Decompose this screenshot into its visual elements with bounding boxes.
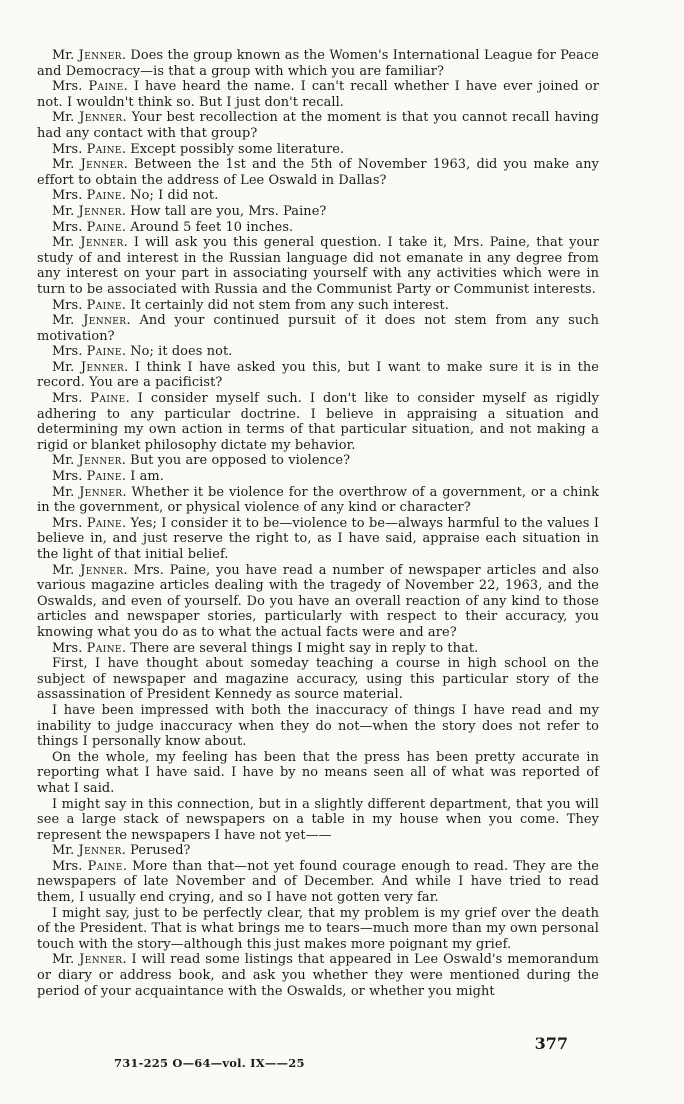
testimony-segment: . Around 5 feet 10 inches. [121, 219, 294, 235]
testimony-paragraph [37, 188, 599, 204]
testimony-paragraph [37, 235, 599, 297]
testimony-paragraph [37, 703, 599, 750]
speaker-name: Paine [86, 219, 122, 235]
testimony-segment: . Whether it be violence for the overthrow of a government, or a chink in the government, or physical violence of any kind or character? [37, 484, 599, 516]
speaker-name: Jenner [80, 157, 124, 173]
testimony-segment: I might say, just to be perfectly clear, that my problem is my grief over the death of the President. That is what brings me to tears—much more than my own personal touch with the story—although this just makes more poignant my grief. [37, 905, 599, 952]
speaker-name: Jenner [79, 484, 123, 500]
testimony-segment: . I will read some listings that appeared in Lee Oswald's memorandum or diary or address book, and ask you whether they were mentioned during the period of your acquaintance with the Oswalds, or whether you might [37, 952, 599, 999]
testimony-segment: Mr. [52, 48, 79, 63]
testimony-segment: I might say in this connection, but in a slightly different department, that you will see a large stack of newspapers on a table in my house when you come. They represent the newspapers I have not yet—— [37, 796, 599, 843]
testimony-paragraph [37, 157, 599, 188]
testimony-segment: Mr. [52, 484, 80, 500]
testimony-paragraph [37, 485, 599, 516]
testimony-segment: . I consider myself such. I don't like to consider myself as rigidly adhering to any particular doctrine. I believe in appraising a situation and determining my own action in terms of that particular situation, and not making a rigid or blanket philosophy dictate my behavior. [37, 391, 600, 453]
testimony-paragraph [37, 516, 599, 563]
testimony-text [37, 48, 599, 999]
testimony-segment: . More than that—not yet found courage enough to read. They are the newspapers of late November and of December. And while I have tried to read them, I usually end crying, and so I have not gotten very far. [37, 858, 600, 906]
testimony-segment: Mrs. [52, 344, 87, 360]
speaker-name: Paine [88, 79, 124, 95]
speaker-name: Paine [86, 344, 122, 360]
speaker-name: Jenner [80, 235, 124, 251]
testimony-segment: . Your best recollection at the moment is that you cannot recall having had any contact with that group? [37, 110, 600, 141]
testimony-paragraph [37, 453, 599, 469]
testimony-segment: Mr. [52, 110, 80, 126]
speaker-name: Jenner [78, 48, 122, 63]
testimony-segment: Mrs. [52, 469, 87, 485]
testimony-segment: . Except possibly some literature. [121, 141, 345, 157]
testimony-paragraph [37, 360, 599, 391]
testimony-segment: Mr. [52, 453, 79, 469]
speaker-name: Paine [86, 515, 122, 531]
speaker-name: Paine [87, 858, 123, 874]
testimony-paragraph [37, 750, 599, 797]
testimony-paragraph [37, 344, 599, 360]
testimony-paragraph [37, 391, 599, 453]
speaker-name: Paine [86, 141, 122, 157]
testimony-segment: Mrs. [52, 141, 87, 157]
speaker-name: Paine [86, 297, 122, 313]
testimony-paragraph [37, 843, 599, 859]
testimony-segment: Mrs. [52, 188, 87, 204]
testimony-paragraph [37, 952, 599, 999]
testimony-segment: . Between the 1st and the 5th of November 1963, did you make any effort to obtain the address of Lee Oswald in Dallas? [37, 157, 599, 188]
testimony-paragraph [37, 469, 599, 485]
testimony-paragraph [37, 641, 599, 657]
speaker-name: Paine [86, 469, 122, 485]
testimony-segment: . It certainly did not stem from any such interest. [121, 297, 449, 313]
testimony-segment: . Yes; I consider it to be—violence to be—always harmful to the values I believe in, and just reserve the right to, as I have said, appraise each situation in the light of that initial belief. [37, 515, 600, 562]
testimony-segment: Mrs. [52, 219, 87, 235]
speaker-name: Paine [90, 391, 126, 407]
speaker-name: Paine [86, 188, 122, 204]
testimony-segment: On the whole, my feeling has been that the press has been pretty accurate in reporting what I have said. I have by no means seen all of what was reported of what I said. [37, 749, 599, 796]
testimony-segment: . No; I did not. [121, 188, 219, 204]
testimony-segment: . How tall are you, Mrs. Paine? [121, 203, 327, 219]
testimony-segment: Mrs. [52, 79, 89, 95]
testimony-segment: . I have heard the name. I can't recall whether I have ever joined or not. I wouldn't think so. But I just don't recall. [37, 79, 600, 110]
testimony-paragraph [37, 142, 599, 158]
testimony-segment: Mr. [52, 157, 81, 173]
speaker-name: Jenner [79, 952, 123, 968]
testimony-segment: . There are several things I might say in reply to that. [121, 640, 479, 656]
testimony-segment: . Perused? [121, 843, 191, 859]
testimony-segment: . I think I have asked you this, but I want to make sure it is in the record. You are a pacificist? [37, 359, 599, 391]
speaker-name: Jenner [80, 562, 124, 578]
testimony-paragraph [37, 110, 599, 141]
testimony-segment: . Does the group known as the Women's International League for Peace and Democracy—is that a group with which you are familiar? [37, 48, 599, 79]
testimony-segment: . And your continued pursuit of it does not stem from any such motivation? [37, 313, 599, 344]
speaker-name: Jenner [80, 359, 125, 375]
testimony-segment: Mrs. [52, 515, 87, 531]
testimony-segment: Mrs. [52, 858, 88, 874]
testimony-segment: Mrs. [52, 640, 87, 656]
testimony-segment: . But you are opposed to violence? [121, 453, 351, 469]
testimony-paragraph [37, 48, 599, 79]
testimony-paragraph [37, 906, 599, 953]
print-run-code: 731-225 O—64—vol. IX——25 [114, 1056, 305, 1070]
testimony-segment: Mrs. [52, 297, 87, 313]
testimony-paragraph [37, 313, 599, 344]
testimony-segment: I have been impressed with both the inaccuracy of things I have read and my inability to judge inaccuracy when they do not—when the story does not refer to things I personally know about. [37, 702, 599, 750]
speaker-name: Jenner [78, 453, 122, 469]
testimony-paragraph [37, 859, 599, 906]
speaker-name: Jenner [78, 203, 122, 219]
testimony-segment: Mr. [52, 843, 79, 859]
testimony-paragraph [37, 79, 599, 110]
testimony-segment: Mrs. [52, 391, 91, 407]
speaker-name: Paine [86, 640, 122, 656]
testimony-paragraph [37, 797, 599, 844]
page-number: 377 [534, 1034, 568, 1053]
speaker-name: Jenner [79, 110, 123, 126]
testimony-segment: Mr. [52, 235, 81, 251]
testimony-segment: Mr. [52, 313, 84, 329]
speaker-name: Jenner [83, 313, 127, 329]
testimony-paragraph [37, 204, 599, 220]
testimony-segment: First, I have thought about someday teaching a course in high school on the subject of newspaper and magazine accuracy, using this particular story of the assassination of President Kennedy as source material. [37, 656, 599, 703]
testimony-segment: Mr. [52, 562, 81, 578]
speaker-name: Jenner [78, 843, 122, 859]
testimony-segment: Mr. [52, 952, 80, 968]
testimony-paragraph [37, 220, 599, 236]
testimony-segment: . I am. [121, 469, 164, 485]
testimony-segment: . I will ask you this general question. I take it, Mrs. Paine, that your study of and interest in the Russian language did not emanate in any degree from any interest on your part in associating yourself with any activities which were in turn to be associated with Russia and the Communist Party or Communist interests. [37, 235, 599, 297]
testimony-segment: Mr. [52, 203, 79, 219]
testimony-paragraph [37, 656, 599, 703]
testimony-segment: Mr. [52, 359, 81, 375]
testimony-segment: . Mrs. Paine, you have read a number of newspaper articles and also various magazine articles dealing with the tragedy of November 22, 1963, and the Oswalds, and even of yourself. Do you have an overall reaction of any kind to those articles and newspaper stories, particularly with respect to their accuracy, you knowing what you do as to what the actual facts were and are? [37, 562, 599, 640]
testimony-paragraph [37, 563, 599, 641]
testimony-paragraph [37, 298, 599, 314]
testimony-segment: . No; it does not. [121, 344, 233, 360]
